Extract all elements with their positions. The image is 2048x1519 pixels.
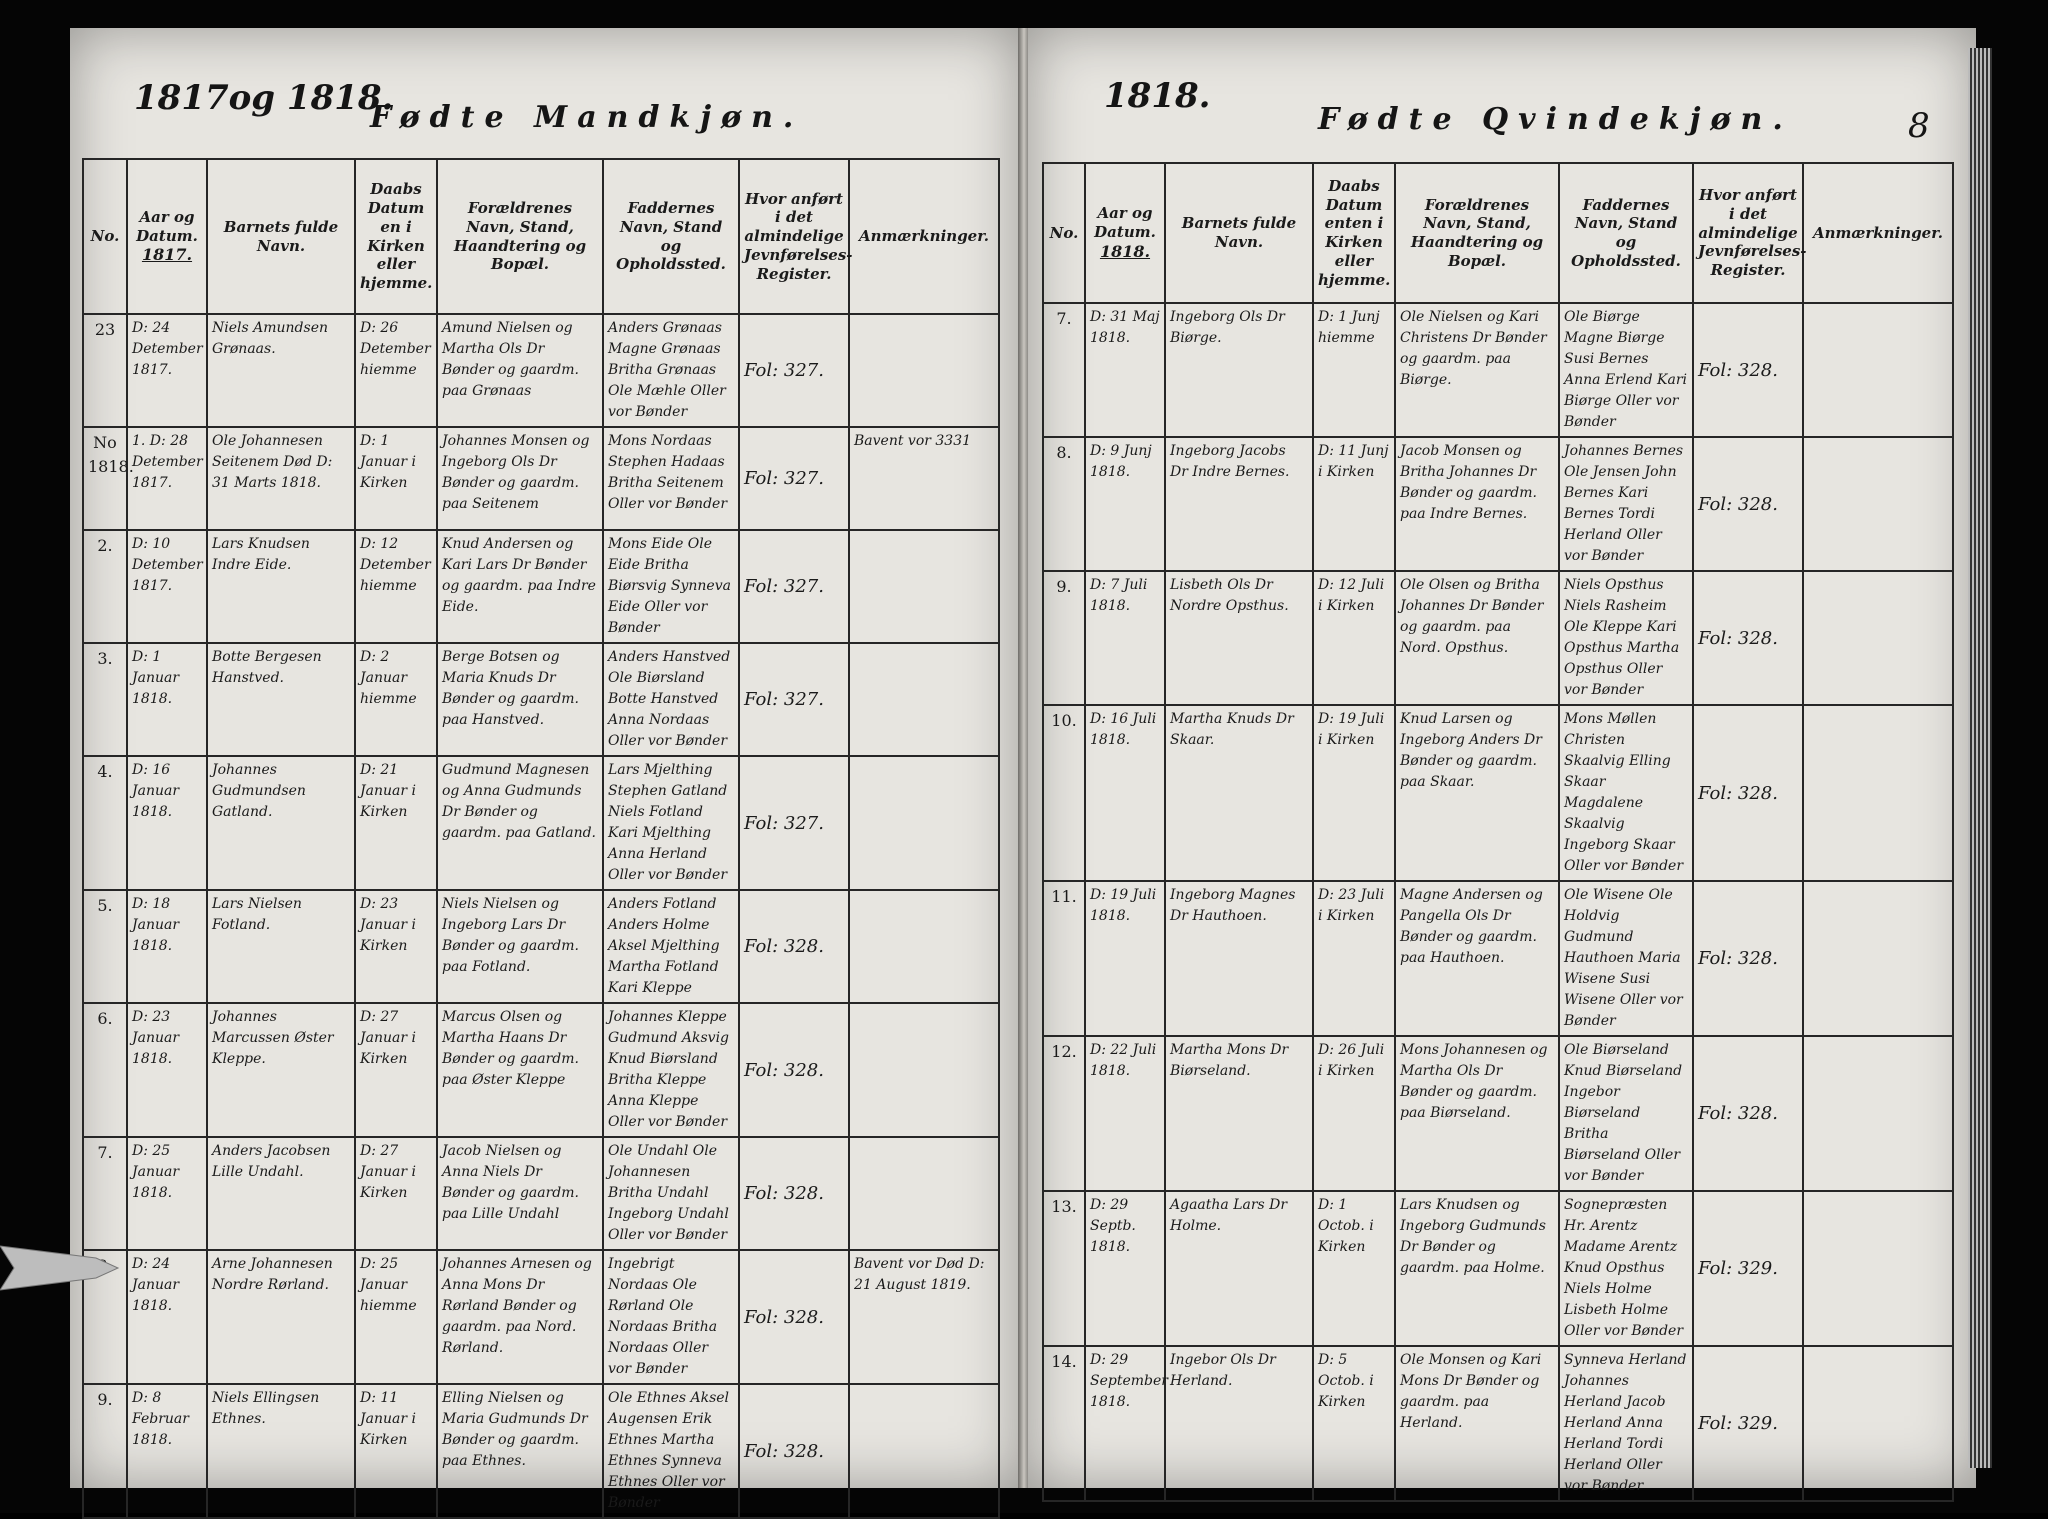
cell-no: 5. bbox=[83, 890, 127, 1003]
cell-remarks bbox=[849, 643, 999, 756]
cell-parents: Jacob Monsen og Britha Johannes Dr Bønder og gaardm. paa Indre Bernes. bbox=[1395, 437, 1559, 571]
col-header-register: Hvor anført i det almindelige Jevnførelses-Register. bbox=[739, 159, 849, 314]
cell-remarks bbox=[849, 530, 999, 643]
cell-godparents: Ole Undahl Ole Johannesen Britha Undahl Ingeborg Undahl Oller vor Bønder bbox=[603, 1137, 739, 1250]
cell-remarks bbox=[1803, 303, 1953, 437]
cell-no: 9. bbox=[83, 1384, 127, 1518]
left-register-table bbox=[82, 158, 1000, 1519]
cell-godparents: Niels Opsthus Niels Rasheim Ole Kleppe Kari Opsthus Martha Opsthus Oller vor Bønder bbox=[1559, 571, 1693, 705]
cell-godparents: Anders Fotland Anders Holme Aksel Mjelthing Martha Fotland Kari Kleppe bbox=[603, 890, 739, 1003]
cell-register: Fol: 328. bbox=[739, 1250, 849, 1384]
page-edges bbox=[1968, 48, 1992, 1468]
cell-name: Ingeborg Magnes Dr Hauthoen. bbox=[1165, 881, 1313, 1036]
col-header-date-year: 1818. bbox=[1099, 241, 1151, 261]
cell-remarks bbox=[849, 756, 999, 890]
cell-remarks: Bavent vor Død D: 21 August 1819. bbox=[849, 1250, 999, 1384]
table-row bbox=[83, 890, 999, 1003]
cell-name: Niels Amundsen Grønaas. bbox=[207, 314, 355, 427]
cell-parents: Elling Nielsen og Maria Gudmunds Dr Bønder og gaardm. paa Ethnes. bbox=[437, 1384, 603, 1518]
cell-godparents: Ole Ethnes Aksel Augensen Erik Ethnes Martha Ethnes Synneva Ethnes Oller vor Bønder bbox=[603, 1384, 739, 1518]
table-row bbox=[83, 756, 999, 890]
cell-no: 14. bbox=[1043, 1346, 1085, 1501]
cell-parents: Amund Nielsen og Martha Ols Dr Bønder og gaardm. paa Grønaas bbox=[437, 314, 603, 427]
cell-date: D: 16 Juli 1818. bbox=[1085, 705, 1165, 881]
cell-parents: Jacob Nielsen og Anna Niels Dr Bønder og gaardm. paa Lille Undahl bbox=[437, 1137, 603, 1250]
cell-remarks bbox=[849, 1003, 999, 1137]
cell-register: Fol: 327. bbox=[739, 314, 849, 427]
table-row bbox=[1043, 705, 1953, 881]
cell-parents: Ole Monsen og Kari Mons Dr Bønder og gaardm. paa Herland. bbox=[1395, 1346, 1559, 1501]
cell-godparents: Mons Møllen Christen Skaalvig Elling Skaar Magdalene Skaalvig Ingeborg Skaar Oller vor Bønder bbox=[1559, 705, 1693, 881]
col-header-godparents: Faddernes Navn, Stand og Opholdssted. bbox=[1559, 163, 1693, 303]
cell-name: Lars Knudsen Indre Eide. bbox=[207, 530, 355, 643]
cell-baptism: D: 27 Januar i Kirken bbox=[355, 1137, 437, 1250]
table-row bbox=[1043, 881, 1953, 1036]
col-header-remarks: Anmærkninger. bbox=[1803, 163, 1953, 303]
col-header-register: Hvor anført i det almindelige Jevnførelses-Register. bbox=[1693, 163, 1803, 303]
cell-no: 7. bbox=[83, 1137, 127, 1250]
left-page-year: 1817og 1818. bbox=[134, 78, 394, 118]
table-row bbox=[83, 643, 999, 756]
cell-name: Johannes Gudmundsen Gatland. bbox=[207, 756, 355, 890]
cell-name: Lisbeth Ols Dr Nordre Opsthus. bbox=[1165, 571, 1313, 705]
cell-name: Arne Johannesen Nordre Rørland. bbox=[207, 1250, 355, 1384]
cell-baptism: D: 26 Juli i Kirken bbox=[1313, 1036, 1395, 1191]
cell-register: Fol: 328. bbox=[1693, 1036, 1803, 1191]
cell-parents: Berge Botsen og Maria Knuds Dr Bønder og gaardm. paa Hanstved. bbox=[437, 643, 603, 756]
cell-godparents: Ole Biørge Magne Biørge Susi Bernes Anna Erlend Kari Biørge Oller vor Bønder bbox=[1559, 303, 1693, 437]
col-header-parents: Forældrenes Navn, Stand, Haandtering og Bopæl. bbox=[437, 159, 603, 314]
cell-name: Martha Knuds Dr Skaar. bbox=[1165, 705, 1313, 881]
table-row bbox=[1043, 437, 1953, 571]
cell-no: 4. bbox=[83, 756, 127, 890]
cell-no: 2. bbox=[83, 530, 127, 643]
cell-date: D: 31 Maj 1818. bbox=[1085, 303, 1165, 437]
left-table-body bbox=[83, 314, 999, 1518]
cell-name: Ingeborg Ols Dr Biørge. bbox=[1165, 303, 1313, 437]
cell-baptism: D: 12 Detember hiemme bbox=[355, 530, 437, 643]
cell-remarks: Bavent vor 3331 bbox=[849, 427, 999, 530]
table-row bbox=[83, 1250, 999, 1384]
cell-baptism: D: 11 Junj i Kirken bbox=[1313, 437, 1395, 571]
cell-register: Fol: 329. bbox=[1693, 1191, 1803, 1346]
cell-baptism: D: 26 Detember hiemme bbox=[355, 314, 437, 427]
cell-remarks bbox=[1803, 1346, 1953, 1501]
cell-date: D: 7 Juli 1818. bbox=[1085, 571, 1165, 705]
cell-register: Fol: 328. bbox=[1693, 303, 1803, 437]
cell-godparents: Johannes Bernes Ole Jensen John Bernes Kari Bernes Tordi Herland Oller vor Bønder bbox=[1559, 437, 1693, 571]
cell-godparents: Johannes Kleppe Gudmund Aksvig Knud Biørsland Britha Kleppe Anna Kleppe Oller vor Bønder bbox=[603, 1003, 739, 1137]
cell-remarks bbox=[849, 314, 999, 427]
cell-date: D: 23 Januar 1818. bbox=[127, 1003, 207, 1137]
cell-parents: Johannes Monsen og Ingeborg Ols Dr Bønder og gaardm. paa Seitenem bbox=[437, 427, 603, 530]
cell-baptism: D: 27 Januar i Kirken bbox=[355, 1003, 437, 1137]
cell-date: D: 16 Januar 1818. bbox=[127, 756, 207, 890]
cell-parents: Niels Nielsen og Ingeborg Lars Dr Bønder og gaardm. paa Fotland. bbox=[437, 890, 603, 1003]
cell-parents: Magne Andersen og Pangella Ols Dr Bønder og gaardm. paa Hauthoen. bbox=[1395, 881, 1559, 1036]
cell-remarks bbox=[1803, 571, 1953, 705]
page-number: 8 bbox=[1908, 106, 1930, 146]
cell-no: 8. bbox=[1043, 437, 1085, 571]
cell-godparents: Ole Wisene Ole Holdvig Gudmund Hauthoen Maria Wisene Susi Wisene Oller vor Bønder bbox=[1559, 881, 1693, 1036]
col-header-parents: Forældrenes Navn, Stand, Haandtering og Bopæl. bbox=[1395, 163, 1559, 303]
cell-godparents: Synneva Herland Johannes Herland Jacob Herland Anna Herland Tordi Herland Oller vor Bønder bbox=[1559, 1346, 1693, 1501]
cell-no: 3. bbox=[83, 643, 127, 756]
cell-date: D: 29 September 1818. bbox=[1085, 1346, 1165, 1501]
col-header-no: No. bbox=[83, 159, 127, 314]
right-page-year: 1818. bbox=[1104, 76, 1211, 116]
cell-parents: Knud Larsen og Ingeborg Anders Dr Bønder og gaardm. paa Skaar. bbox=[1395, 705, 1559, 881]
col-header-no: No. bbox=[1043, 163, 1085, 303]
cell-remarks bbox=[849, 1384, 999, 1518]
right-page-title: Fødte Qvindekjøn. bbox=[1318, 102, 1793, 137]
table-row bbox=[83, 530, 999, 643]
cell-name: Anders Jacobsen Lille Undahl. bbox=[207, 1137, 355, 1250]
cell-register: Fol: 327. bbox=[739, 427, 849, 530]
table-row bbox=[83, 427, 999, 530]
cell-name: Martha Mons Dr Biørseland. bbox=[1165, 1036, 1313, 1191]
cell-no: No 1818. bbox=[83, 427, 127, 530]
cell-register: Fol: 328. bbox=[1693, 437, 1803, 571]
cell-remarks bbox=[1803, 1191, 1953, 1346]
cell-parents: Knud Andersen og Kari Lars Dr Bønder og gaardm. paa Indre Eide. bbox=[437, 530, 603, 643]
cell-remarks bbox=[1803, 1036, 1953, 1191]
col-header-date-year: 1817. bbox=[141, 245, 193, 265]
col-header-godparents: Faddernes Navn, Stand og Opholdssted. bbox=[603, 159, 739, 314]
cell-baptism: D: 23 Januar i Kirken bbox=[355, 890, 437, 1003]
cell-no: 10. bbox=[1043, 705, 1085, 881]
cell-baptism: D: 23 Juli i Kirken bbox=[1313, 881, 1395, 1036]
right-table-body bbox=[1043, 303, 1953, 1501]
cell-date: D: 9 Junj 1818. bbox=[1085, 437, 1165, 571]
cell-parents: Ole Olsen og Britha Johannes Dr Bønder og gaardm. paa Nord. Opsthus. bbox=[1395, 571, 1559, 705]
cell-no: 13. bbox=[1043, 1191, 1085, 1346]
cell-godparents: Sognepræsten Hr. Arentz Madame Arentz Knud Opsthus Niels Holme Lisbeth Holme Oller vor Bønder bbox=[1559, 1191, 1693, 1346]
cell-remarks bbox=[1803, 705, 1953, 881]
cell-parents: Gudmund Magnesen og Anna Gudmunds Dr Bønder og gaardm. paa Gatland. bbox=[437, 756, 603, 890]
left-page bbox=[70, 28, 1020, 1511]
col-header-baptism: Daabs Datum en i Kirken eller hjemme. bbox=[355, 159, 437, 314]
cell-no: 12. bbox=[1043, 1036, 1085, 1191]
left-page-title: Fødte Mandkjøn. bbox=[370, 100, 804, 135]
cell-godparents: Mons Nordaas Stephen Hadaas Britha Seitenem Oller vor Bønder bbox=[603, 427, 739, 530]
table-row bbox=[1043, 1191, 1953, 1346]
cell-baptism: D: 25 Januar hiemme bbox=[355, 1250, 437, 1384]
cell-name: Agaatha Lars Dr Holme. bbox=[1165, 1191, 1313, 1346]
cell-register: Fol: 328. bbox=[1693, 571, 1803, 705]
cell-date: 1. D: 28 Detember 1817. bbox=[127, 427, 207, 530]
cell-name: Ole Johannesen Seitenem Død D: 31 Marts 1818. bbox=[207, 427, 355, 530]
col-header-baptism: Daabs Datum enten i Kirken eller hjemme. bbox=[1313, 163, 1395, 303]
right-register-table bbox=[1042, 162, 1954, 1502]
cell-register: Fol: 328. bbox=[739, 1003, 849, 1137]
cell-baptism: D: 1 Januar i Kirken bbox=[355, 427, 437, 530]
table-row bbox=[1043, 571, 1953, 705]
cell-parents: Ole Nielsen og Kari Christens Dr Bønder og gaardm. paa Biørge. bbox=[1395, 303, 1559, 437]
cell-remarks bbox=[1803, 881, 1953, 1036]
cell-parents: Lars Knudsen og Ingeborg Gudmunds Dr Bønder og gaardm. paa Holme. bbox=[1395, 1191, 1559, 1346]
cell-register: Fol: 328. bbox=[739, 890, 849, 1003]
table-row bbox=[83, 314, 999, 427]
cell-date: D: 18 Januar 1818. bbox=[127, 890, 207, 1003]
cell-date: D: 24 Januar 1818. bbox=[127, 1250, 207, 1384]
cell-register: Fol: 328. bbox=[739, 1137, 849, 1250]
cell-name: Lars Nielsen Fotland. bbox=[207, 890, 355, 1003]
cell-no: 7. bbox=[1043, 303, 1085, 437]
cell-remarks bbox=[849, 890, 999, 1003]
cell-name: Ingeborg Jacobs Dr Indre Bernes. bbox=[1165, 437, 1313, 571]
cell-godparents: Ole Biørseland Knud Biørseland Ingebor Biørseland Britha Biørseland Oller vor Bønder bbox=[1559, 1036, 1693, 1191]
cell-register: Fol: 328. bbox=[739, 1384, 849, 1518]
table-row bbox=[1043, 1036, 1953, 1191]
col-header-name: Barnets fulde Navn. bbox=[207, 159, 355, 314]
cell-remarks bbox=[1803, 437, 1953, 571]
cell-no: 23 bbox=[83, 314, 127, 427]
cell-date: D: 24 Detember 1817. bbox=[127, 314, 207, 427]
cell-register: Fol: 329. bbox=[1693, 1346, 1803, 1501]
right-page bbox=[1028, 28, 1976, 1494]
cell-no: 6. bbox=[83, 1003, 127, 1137]
cell-godparents: Mons Eide Ole Eide Britha Biørsvig Synneva Eide Oller vor Bønder bbox=[603, 530, 739, 643]
cell-date: D: 1 Januar 1818. bbox=[127, 643, 207, 756]
cell-remarks bbox=[849, 1137, 999, 1250]
cell-baptism: D: 11 Januar i Kirken bbox=[355, 1384, 437, 1518]
table-row bbox=[83, 1003, 999, 1137]
cell-register: Fol: 327. bbox=[739, 530, 849, 643]
cell-no: 11. bbox=[1043, 881, 1085, 1036]
cell-no: 9. bbox=[1043, 571, 1085, 705]
cell-register: Fol: 328. bbox=[1693, 705, 1803, 881]
cell-baptism: D: 12 Juli i Kirken bbox=[1313, 571, 1395, 705]
cell-date: D: 8 Februar 1818. bbox=[127, 1384, 207, 1518]
cell-date: D: 10 Detember 1817. bbox=[127, 530, 207, 643]
cell-godparents: Lars Mjelthing Stephen Gatland Niels Fotland Kari Mjelthing Anna Herland Oller vor Bønder bbox=[603, 756, 739, 890]
cell-name: Niels Ellingsen Ethnes. bbox=[207, 1384, 355, 1518]
col-header-remarks: Anmærkninger. bbox=[849, 159, 999, 314]
cell-register: Fol: 327. bbox=[739, 643, 849, 756]
table-row bbox=[83, 1384, 999, 1518]
cell-name: Botte Bergesen Hanstved. bbox=[207, 643, 355, 756]
cell-parents: Marcus Olsen og Martha Haans Dr Bønder og gaardm. paa Øster Kleppe bbox=[437, 1003, 603, 1137]
cell-baptism: D: 5 Octob. i Kirken bbox=[1313, 1346, 1395, 1501]
cell-baptism: D: 1 Junj hiemme bbox=[1313, 303, 1395, 437]
cell-parents: Johannes Arnesen og Anna Mons Dr Rørland Bønder og gaardm. paa Nord. Rørland. bbox=[437, 1250, 603, 1384]
cell-name: Ingebor Ols Dr Herland. bbox=[1165, 1346, 1313, 1501]
table-row bbox=[1043, 303, 1953, 437]
cell-baptism: D: 19 Juli i Kirken bbox=[1313, 705, 1395, 881]
cell-date: D: 25 Januar 1818. bbox=[127, 1137, 207, 1250]
cell-godparents: Anders Grønaas Magne Grønaas Britha Grønaas Ole Mæhle Oller vor Bønder bbox=[603, 314, 739, 427]
table-row bbox=[1043, 1346, 1953, 1501]
cell-baptism: D: 2 Januar hiemme bbox=[355, 643, 437, 756]
cell-baptism: D: 21 Januar i Kirken bbox=[355, 756, 437, 890]
cell-godparents: Anders Hanstved Ole Biørsland Botte Hanstved Anna Nordaas Oller vor Bønder bbox=[603, 643, 739, 756]
cell-register: Fol: 327. bbox=[739, 756, 849, 890]
cell-date: D: 22 Juli 1818. bbox=[1085, 1036, 1165, 1191]
cell-register: Fol: 328. bbox=[1693, 881, 1803, 1036]
cell-godparents: Ingebrigt Nordaas Ole Rørland Ole Nordaas Britha Nordaas Oller vor Bønder bbox=[603, 1250, 739, 1384]
cell-date: D: 19 Juli 1818. bbox=[1085, 881, 1165, 1036]
cell-date: D: 29 Septb. 1818. bbox=[1085, 1191, 1165, 1346]
cell-baptism: D: 1 Octob. i Kirken bbox=[1313, 1191, 1395, 1346]
col-header-name: Barnets fulde Navn. bbox=[1165, 163, 1313, 303]
pointer-arrow-icon bbox=[0, 1238, 118, 1298]
col-header-date: Aar og Datum. 1817. bbox=[127, 159, 207, 314]
table-row bbox=[83, 1137, 999, 1250]
col-header-date: Aar og Datum. 1818. bbox=[1085, 163, 1165, 303]
cell-parents: Mons Johannesen og Martha Ols Dr Bønder og gaardm. paa Biørseland. bbox=[1395, 1036, 1559, 1191]
cell-name: Johannes Marcussen Øster Kleppe. bbox=[207, 1003, 355, 1137]
